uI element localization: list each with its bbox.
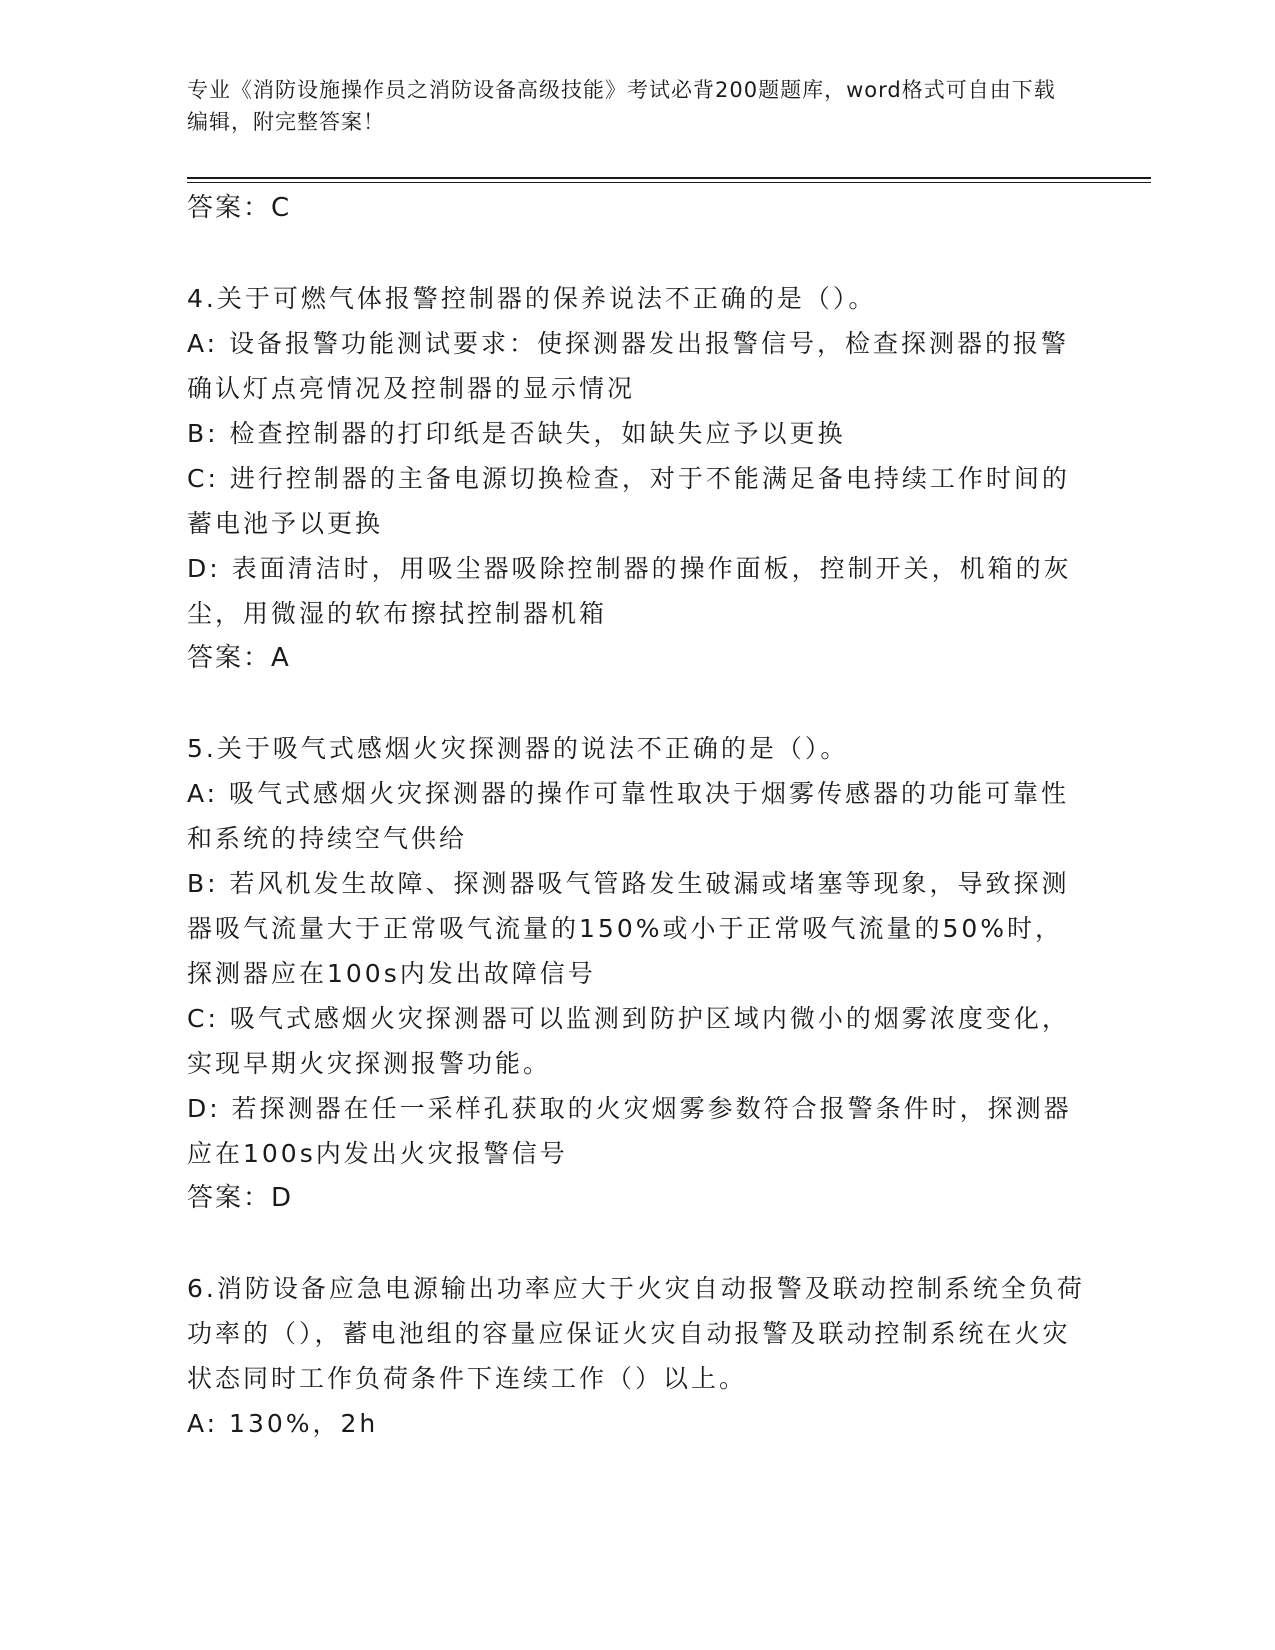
document-body (187, 186, 1087, 1446)
spacer (187, 1221, 1087, 1266)
option-c: C: 吸气式感烟火灾探测器可以监测到防护区域内微小的烟雾浓度变化，实现早期火灾探测报警功能。 (187, 1004, 1070, 1078)
document-header: 专业《消防设施操作员之消防设备高级技能》考试必背200题题库，word格式可自由下载编辑，附完整答案！ (187, 78, 1056, 134)
option-a: A: 130%，2h (187, 1409, 379, 1438)
question-text: 6.消防设备应急电源输出功率应大于火灾自动报警及联动控制系统全负荷功率的（），蓄电池组的容量应保证火灾自动报警及联动控制系统在火灾状态同时工作负荷条件下连续工作（）以上。 (187, 1274, 1085, 1393)
option-b: B: 检查控制器的打印纸是否缺失，如缺失应予以更换 (187, 419, 846, 448)
option-d: D: 表面清洁时，用吸尘器吸除控制器的操作面板，控制开关，机箱的灰尘，用微湿的软布擦拭控制器机箱 (187, 554, 1072, 628)
option-a: A: 吸气式感烟火灾探测器的操作可靠性取决于烟雾传感器的功能可靠性和系统的持续空气供给 (187, 779, 1070, 853)
answer-q5: 答案：D (187, 1183, 294, 1213)
answer-q3: 答案：C (187, 193, 292, 223)
question-block-q5 (187, 726, 1087, 1221)
spacer (187, 231, 1087, 276)
header-rule-thin (187, 182, 1151, 183)
spacer (187, 681, 1087, 726)
question-block-q6 (187, 1266, 1087, 1446)
answer-q4: 答案：A (187, 643, 291, 673)
option-d: D: 若探测器在任一采样孔获取的火灾烟雾参数符合报警条件时，探测器应在100s内发出火灾报警信号 (187, 1094, 1072, 1168)
option-a: A: 设备报警功能测试要求：使探测器发出报警信号，检查探测器的报警确认灯点亮情况及控制器的显示情况 (187, 329, 1070, 403)
question-text: 4.关于可燃气体报警控制器的保养说法不正确的是（）。 (187, 284, 877, 313)
question-block-q4 (187, 276, 1087, 681)
header-rule-thick (187, 177, 1151, 179)
option-c: C: 进行控制器的主备电源切换检查，对于不能满足备电持续工作时间的蓄电池予以更换 (187, 464, 1070, 538)
question-text: 5.关于吸气式感烟火灾探测器的说法不正确的是（）。 (187, 734, 849, 763)
option-b: B: 若风机发生故障、探测器吸气管路发生破漏或堵塞等现象，导致探测器吸气流量大于正常吸气流量的150%或小于正常吸气流量的50%时，探测器应在100s内发出故障信号 (187, 869, 1070, 988)
